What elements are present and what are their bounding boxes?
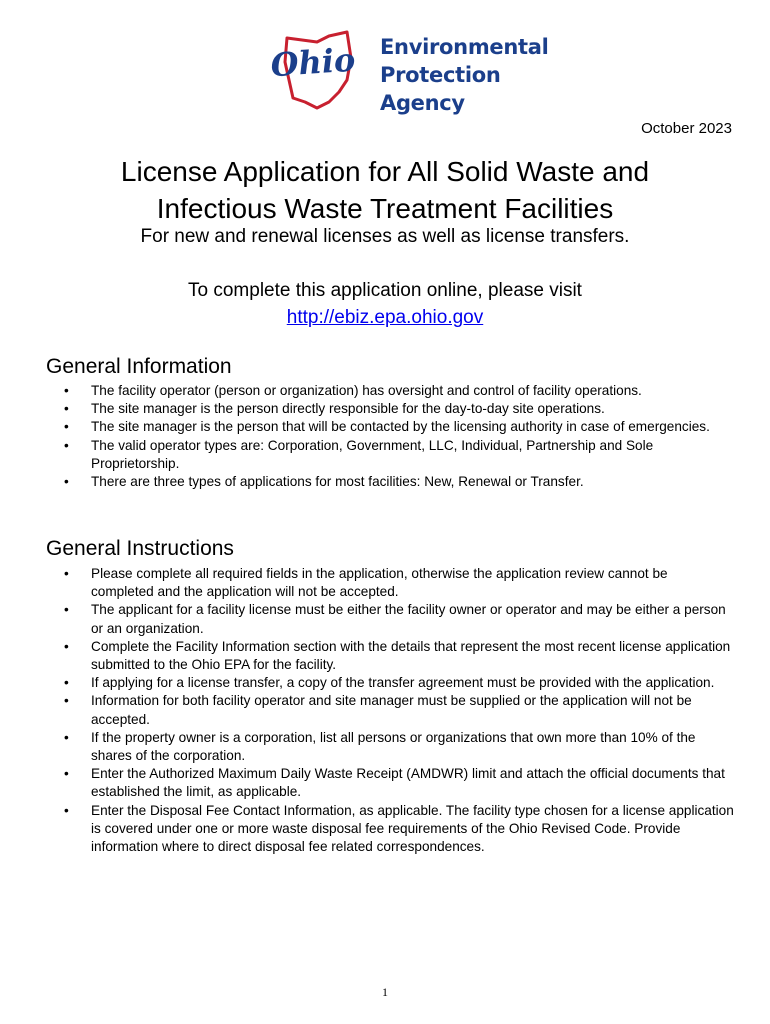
- list-item: • Information for both facility operator and site manager must be supplied or the application will not be accepted.: [64, 692, 734, 728]
- list-item: • Please complete all required fields in the application, otherwise the application review cannot be completed and the application will not be accepted.: [64, 565, 734, 601]
- ohio-state-outline-icon: [265, 28, 380, 114]
- ohio-epa-logo: [265, 28, 565, 114]
- document-date: October 2023: [641, 120, 732, 137]
- logo-state-word: Ohio: [269, 40, 357, 85]
- title-line2: Infectious Waste Treatment Facilities: [156, 193, 614, 224]
- ebiz-link[interactable]: http://ebiz.epa.ohio.gov: [286, 307, 484, 328]
- title-line1: License Application for All Solid Waste and: [120, 156, 650, 187]
- list-item: • Enter the Disposal Fee Contact Information, as applicable. The facility type chosen for a license application is covered under one or more waste disposal fee requirements of the Ohio Revised Code. Provide information where to direct disposal fee related correspondences.: [64, 802, 734, 857]
- list-item: • The valid operator types are: Corporation, Government, LLC, Individual, Partnership and Sole Proprietorship.: [64, 437, 734, 473]
- agency-name-line3: Agency: [380, 91, 465, 115]
- list-item: • There are three types of applications for most facilities: New, Renewal or Transfer.: [64, 473, 734, 491]
- online-text: To complete this application online, please visit: [188, 280, 582, 301]
- list-item: • The site manager is the person that will be contacted by the licensing authority in case of emergencies.: [64, 418, 734, 436]
- agency-name: [380, 33, 549, 117]
- agency-name-line1: Environmental: [380, 35, 549, 59]
- list-item: • Complete the Facility Information section with the details that represent the most recent license application submitted to the Ohio EPA for the facility.: [64, 638, 734, 674]
- list-item: • If the property owner is a corporation, list all persons or organizations that own more than 10% of the shares of the corporation.: [64, 729, 734, 765]
- general-instructions-heading: General Instructions: [46, 537, 234, 560]
- document-subtitle: For new and renewal licenses as well as license transfers.: [140, 226, 630, 247]
- list-item: • If applying for a license transfer, a copy of the transfer agreement must be provided with the application.: [64, 674, 734, 692]
- list-item: • The site manager is the person directly responsible for the day-to-day site operations.: [64, 400, 734, 418]
- online-notice: [0, 277, 770, 331]
- list-item: • The applicant for a facility license must be either the facility owner or operator and may be either a person or an organization.: [64, 601, 734, 637]
- list-item: • The facility operator (person or organization) has oversight and control of facility operations.: [64, 382, 734, 400]
- page-number: 1: [382, 985, 388, 999]
- general-information-heading: General Information: [46, 355, 232, 378]
- document-title: [0, 153, 770, 227]
- list-item: • Enter the Authorized Maximum Daily Waste Receipt (AMDWR) limit and attach the official documents that established the limit, as applicable.: [64, 765, 734, 801]
- general-instructions-list: [64, 565, 734, 856]
- general-information-list: [64, 382, 734, 491]
- agency-name-line2: Protection: [380, 63, 501, 87]
